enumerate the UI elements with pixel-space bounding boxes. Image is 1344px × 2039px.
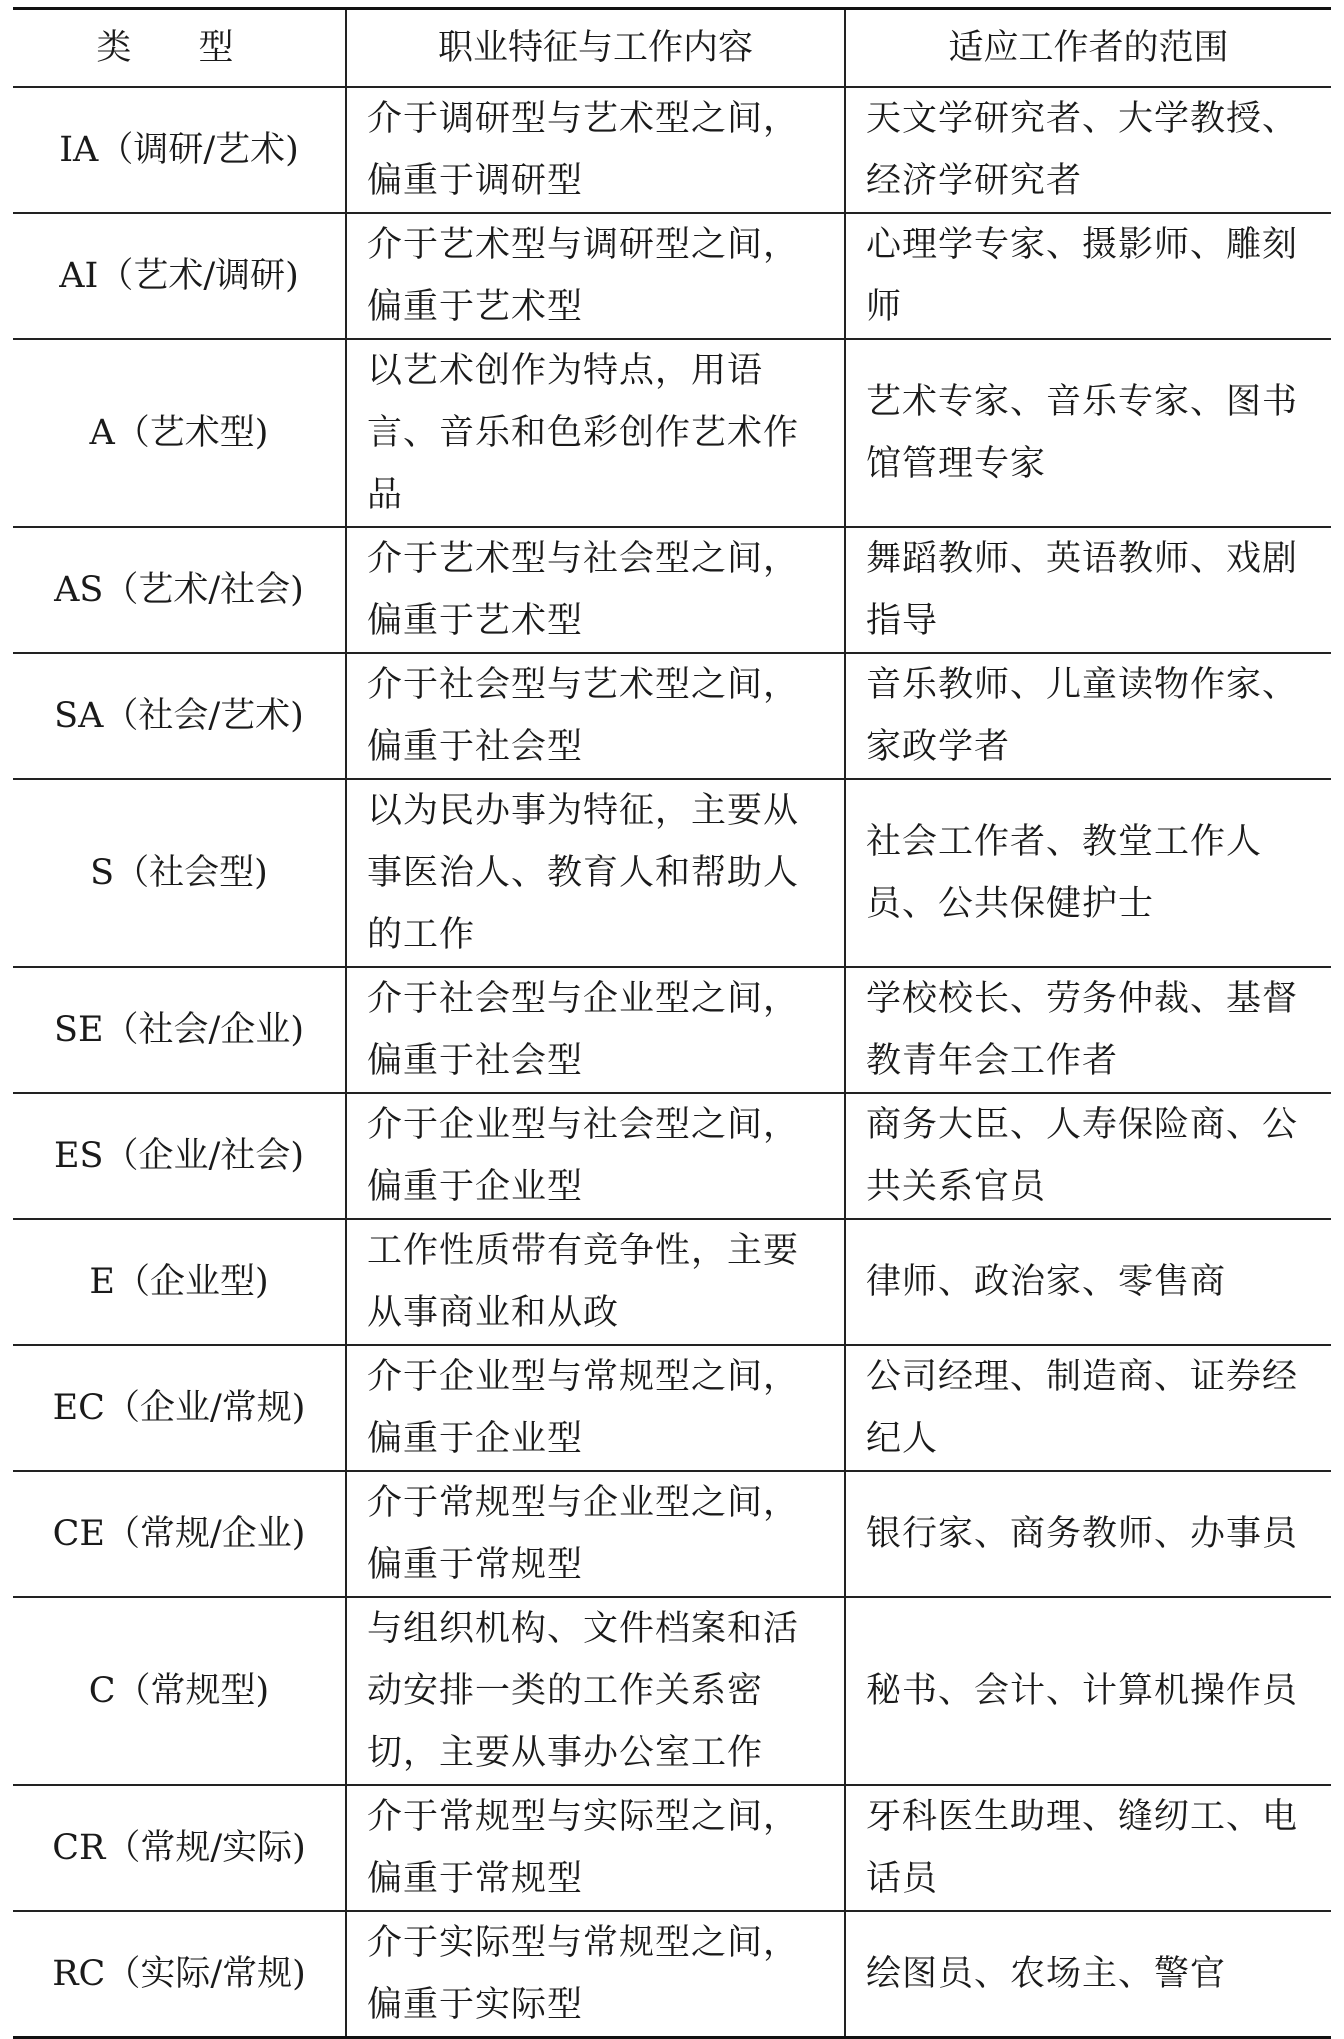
header-type: 类 型 [13, 9, 346, 88]
table-row [13, 1219, 1331, 1345]
scope-cell: 绘图员、农场主、警官 [845, 1911, 1331, 2038]
scope-cell: 音乐教师、儿童读物作家、家政学者 [845, 653, 1331, 779]
table-row [13, 1093, 1331, 1219]
scope-cell: 舞蹈教师、英语教师、戏剧指导 [845, 527, 1331, 653]
type-cell: A（艺术型) [13, 339, 346, 527]
description-cell: 介于调研型与艺术型之间，偏重于调研型 [346, 87, 845, 213]
type-cell: S（社会型) [13, 779, 346, 967]
type-cell: E（企业型) [13, 1219, 346, 1345]
scope-cell: 学校校长、劳务仲裁、基督教青年会工作者 [845, 967, 1331, 1093]
scope-cell: 律师、政治家、零售商 [845, 1219, 1331, 1345]
description-cell: 与组织机构、文件档案和活动安排一类的工作关系密切，主要从事办公室工作 [346, 1597, 845, 1785]
description-cell: 介于艺术型与社会型之间，偏重于艺术型 [346, 527, 845, 653]
type-cell: CE（常规/企业) [13, 1471, 346, 1597]
table-body [13, 87, 1331, 2038]
table-row [13, 1597, 1331, 1785]
description-cell: 介于社会型与企业型之间，偏重于社会型 [346, 967, 845, 1093]
type-cell: AS（艺术/社会) [13, 527, 346, 653]
type-cell: EC（企业/常规) [13, 1345, 346, 1471]
table-row [13, 1785, 1331, 1911]
description-cell: 介于实际型与常规型之间，偏重于实际型 [346, 1911, 845, 2038]
table-row [13, 967, 1331, 1093]
description-cell: 介于常规型与企业型之间，偏重于常规型 [346, 1471, 845, 1597]
type-cell: CR（常规/实际) [13, 1785, 346, 1911]
scope-cell: 牙科医生助理、缝纫工、电话员 [845, 1785, 1331, 1911]
type-cell: ES（企业/社会) [13, 1093, 346, 1219]
scope-cell: 公司经理、制造商、证券经纪人 [845, 1345, 1331, 1471]
scope-cell: 心理学专家、摄影师、雕刻师 [845, 213, 1331, 339]
table-row [13, 653, 1331, 779]
type-cell: RC（实际/常规) [13, 1911, 346, 2038]
table-row [13, 1471, 1331, 1597]
description-cell: 工作性质带有竞争性，主要从事商业和从政 [346, 1219, 845, 1345]
type-cell: AI（艺术/调研) [13, 213, 346, 339]
table-row [13, 339, 1331, 527]
header-description: 职业特征与工作内容 [346, 9, 845, 88]
header-row [13, 9, 1331, 88]
table-header [13, 9, 1331, 88]
table-row [13, 779, 1331, 967]
scope-cell: 商务大臣、人寿保险商、公共关系官员 [845, 1093, 1331, 1219]
career-type-table-container [13, 7, 1331, 2039]
table-row [13, 1911, 1331, 2038]
description-cell: 介于社会型与艺术型之间，偏重于社会型 [346, 653, 845, 779]
table-row [13, 1345, 1331, 1471]
table-row [13, 213, 1331, 339]
type-cell: SA（社会/艺术) [13, 653, 346, 779]
scope-cell: 银行家、商务教师、办事员 [845, 1471, 1331, 1597]
table-row [13, 87, 1331, 213]
header-scope: 适应工作者的范围 [845, 9, 1331, 88]
description-cell: 以为民办事为特征，主要从事医治人、教育人和帮助人的工作 [346, 779, 845, 967]
scope-cell: 社会工作者、教堂工作人员、公共保健护士 [845, 779, 1331, 967]
table-row [13, 527, 1331, 653]
scope-cell: 艺术专家、音乐专家、图书馆管理专家 [845, 339, 1331, 527]
scope-cell: 秘书、会计、计算机操作员 [845, 1597, 1331, 1785]
type-cell: IA（调研/艺术) [13, 87, 346, 213]
description-cell: 介于常规型与实际型之间，偏重于常规型 [346, 1785, 845, 1911]
description-cell: 介于企业型与常规型之间，偏重于企业型 [346, 1345, 845, 1471]
description-cell: 介于艺术型与调研型之间，偏重于艺术型 [346, 213, 845, 339]
description-cell: 介于企业型与社会型之间，偏重于企业型 [346, 1093, 845, 1219]
description-cell: 以艺术创作为特点，用语言、音乐和色彩创作艺术作品 [346, 339, 845, 527]
scope-cell: 天文学研究者、大学教授、经济学研究者 [845, 87, 1331, 213]
type-cell: SE（社会/企业) [13, 967, 346, 1093]
type-cell: C（常规型) [13, 1597, 346, 1785]
career-type-table [13, 7, 1331, 2039]
